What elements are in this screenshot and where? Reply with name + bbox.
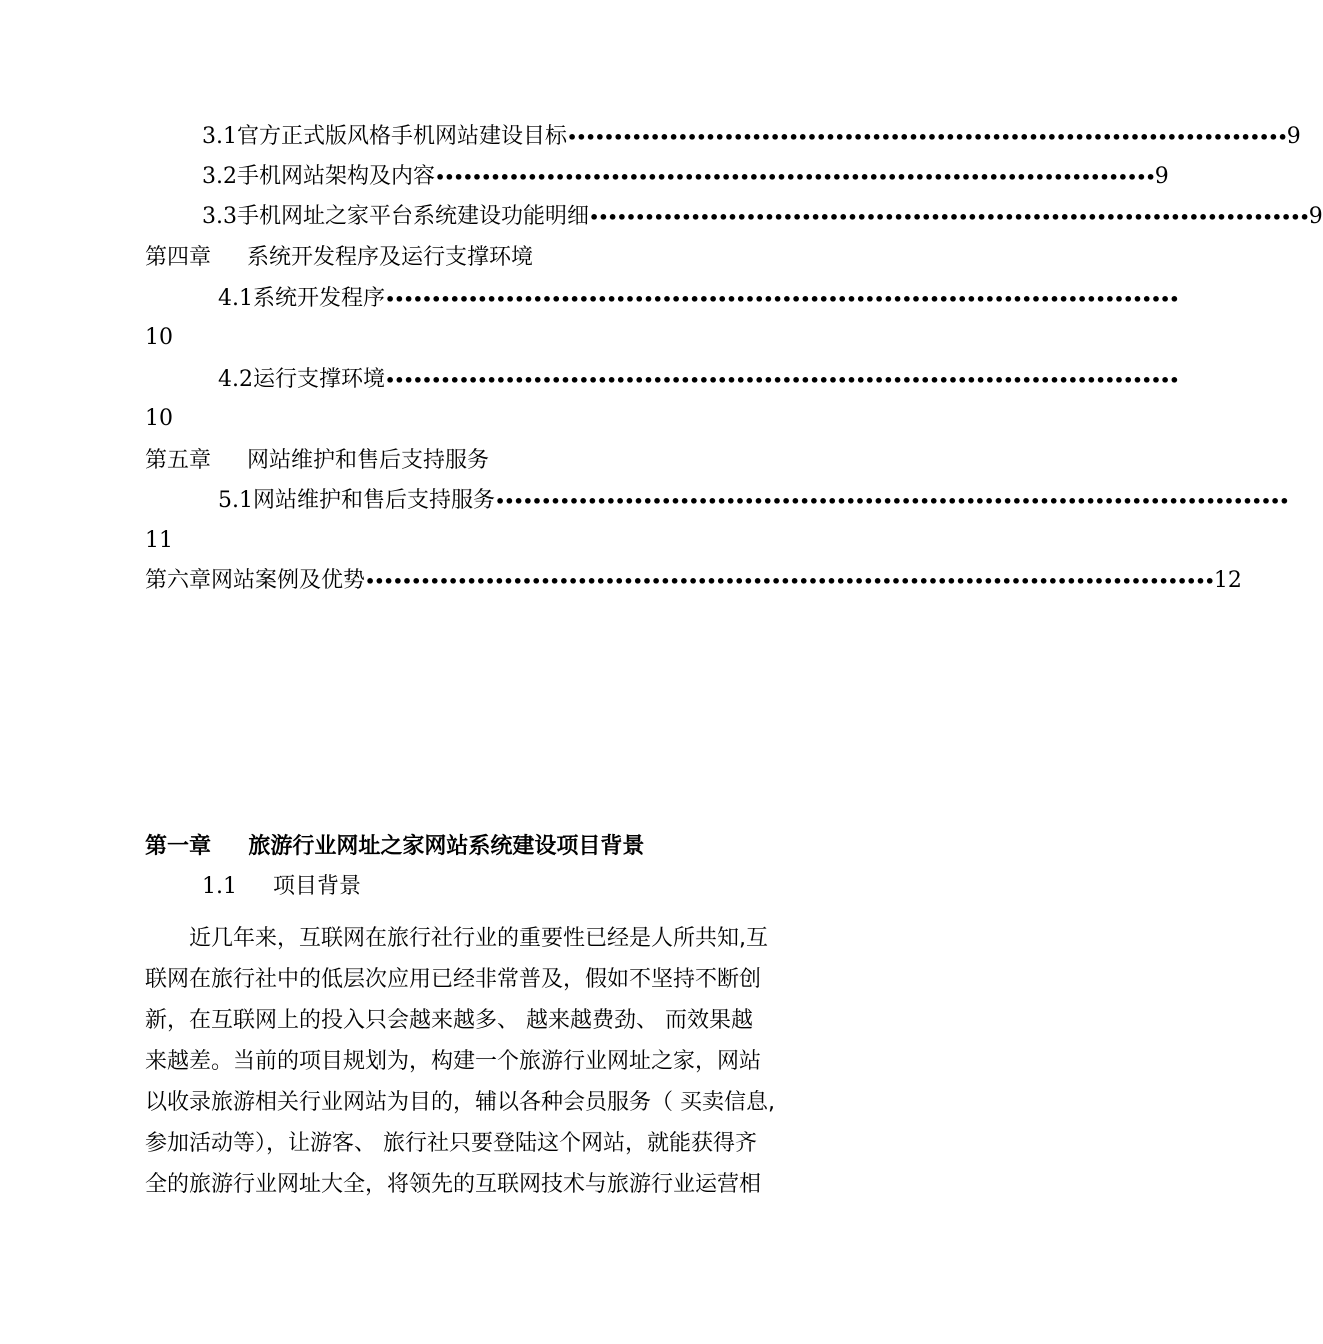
section-title: 项目背景 <box>273 874 362 899</box>
chapter-1-heading <box>145 832 644 862</box>
chapter-label: 第五章 <box>145 448 212 473</box>
toc-entry-5-1[interactable] <box>218 486 1289 517</box>
toc-title: 官方正式版风格手机网站建设目标 <box>237 124 568 149</box>
chapter-title: 网站维护和售后支持服务 <box>247 448 490 473</box>
chapter-title: 旅游行业网址之家网站系统建设项目背景 <box>248 834 645 859</box>
toc-entry-3-3[interactable] <box>202 202 1323 233</box>
toc-page-number: 10 <box>145 325 173 350</box>
chapter-label: 第一章 <box>145 834 212 859</box>
toc-title: 运行支撑环境 <box>253 367 386 392</box>
chapter-title: 第六章网站案例及优势 <box>145 568 366 593</box>
toc-title: 手机网站架构及内容 <box>237 164 436 189</box>
toc-leader: •••••••••••••••••••••••••••••••••••••••••••••••••••••••••••••••••••••••••••••••••••••• <box>385 371 1179 390</box>
paragraph-line: 参加活动等），让游客、 旅行社只要登陆这个网站，就能获得齐 <box>145 1131 757 1156</box>
toc-number: 5.1 <box>218 488 253 513</box>
toc-page-number: 9 <box>1308 204 1323 229</box>
paragraph-line: 新，在互联网上的投入只会越来越多、 越来越费劲、 而效果越 <box>145 1008 753 1033</box>
toc-page-number: 9 <box>1286 124 1301 149</box>
toc-leader: •••••••••••••••••••••••••••••••••••••••••••••••••••••••••••••••••••••••••••••• <box>567 128 1287 147</box>
toc-number: 4.1 <box>218 286 253 311</box>
section-1-1-heading <box>202 872 361 902</box>
chapter-label: 第四章 <box>145 245 212 270</box>
paragraph-line: 来越差。当前的项目规划为，构建一个旅游行业网址之家，网站 <box>145 1049 762 1074</box>
toc-leader: •••••••••••••••••••••••••••••••••••••••••••••••••••••••••••••••••••••••••••••• <box>435 168 1155 187</box>
toc-title: 系统开发程序 <box>253 286 386 311</box>
toc-page-number: 9 <box>1154 164 1169 189</box>
toc-chapter-6[interactable] <box>145 566 1242 597</box>
toc-leader: •••••••••••••••••••••••••••••••••••••••••••••••••••••••••••••••••••••••••••••••••••••• <box>385 290 1179 309</box>
toc-chapter-4[interactable] <box>145 243 533 273</box>
toc-entry-4-1[interactable] <box>218 284 1179 315</box>
chapter-title: 系统开发程序及运行支撑环境 <box>247 245 534 270</box>
toc-title: 手机网址之家平台系统建设功能明细 <box>237 204 590 229</box>
toc-leader: •••••••••••••••••••••••••••••••••••••••••••••••••••••••••••••••••••••••••••••••••••••• <box>495 492 1289 511</box>
toc-entry-3-1[interactable] <box>202 122 1301 153</box>
toc-number: 3.2 <box>202 164 237 189</box>
toc-page-number: 11 <box>145 528 173 553</box>
paragraph-line: 全的旅游行业网址大全，将领先的互联网技术与旅游行业运营相 <box>145 1172 762 1197</box>
paragraph-line: 以收录旅游相关行业网站为目的，辅以各种会员服务（ 买卖信息, <box>145 1090 775 1115</box>
toc-number: 4.2 <box>218 367 253 392</box>
paragraph-line: 近几年来，互联网在旅行社行业的重要性已经是人所共知,互 <box>189 926 768 951</box>
toc-chapter-5[interactable] <box>145 446 489 476</box>
section-number: 1.1 <box>202 874 237 899</box>
toc-page-number: 12 <box>1213 568 1242 593</box>
background-paragraph <box>145 918 807 1205</box>
toc-title: 网站维护和售后支持服务 <box>253 488 496 513</box>
toc-number: 3.3 <box>202 204 237 229</box>
toc-entry-4-2[interactable] <box>218 365 1179 396</box>
paragraph-line: 联网在旅行社中的低层次应用已经非常普及，假如不坚持不断创 <box>145 967 762 992</box>
toc-leader: •••••••••••••••••••••••••••••••••••••••••••••••••••••••••••••••••••••••••••••• <box>589 208 1309 227</box>
toc-page-number: 10 <box>145 406 173 431</box>
toc-leader: •••••••••••••••••••••••••••••••••••••••••••••••••••••••••••••••••••••••••••••••••••••••••••• <box>365 572 1214 591</box>
toc-entry-3-2[interactable] <box>202 162 1169 193</box>
toc-number: 3.1 <box>202 124 237 149</box>
